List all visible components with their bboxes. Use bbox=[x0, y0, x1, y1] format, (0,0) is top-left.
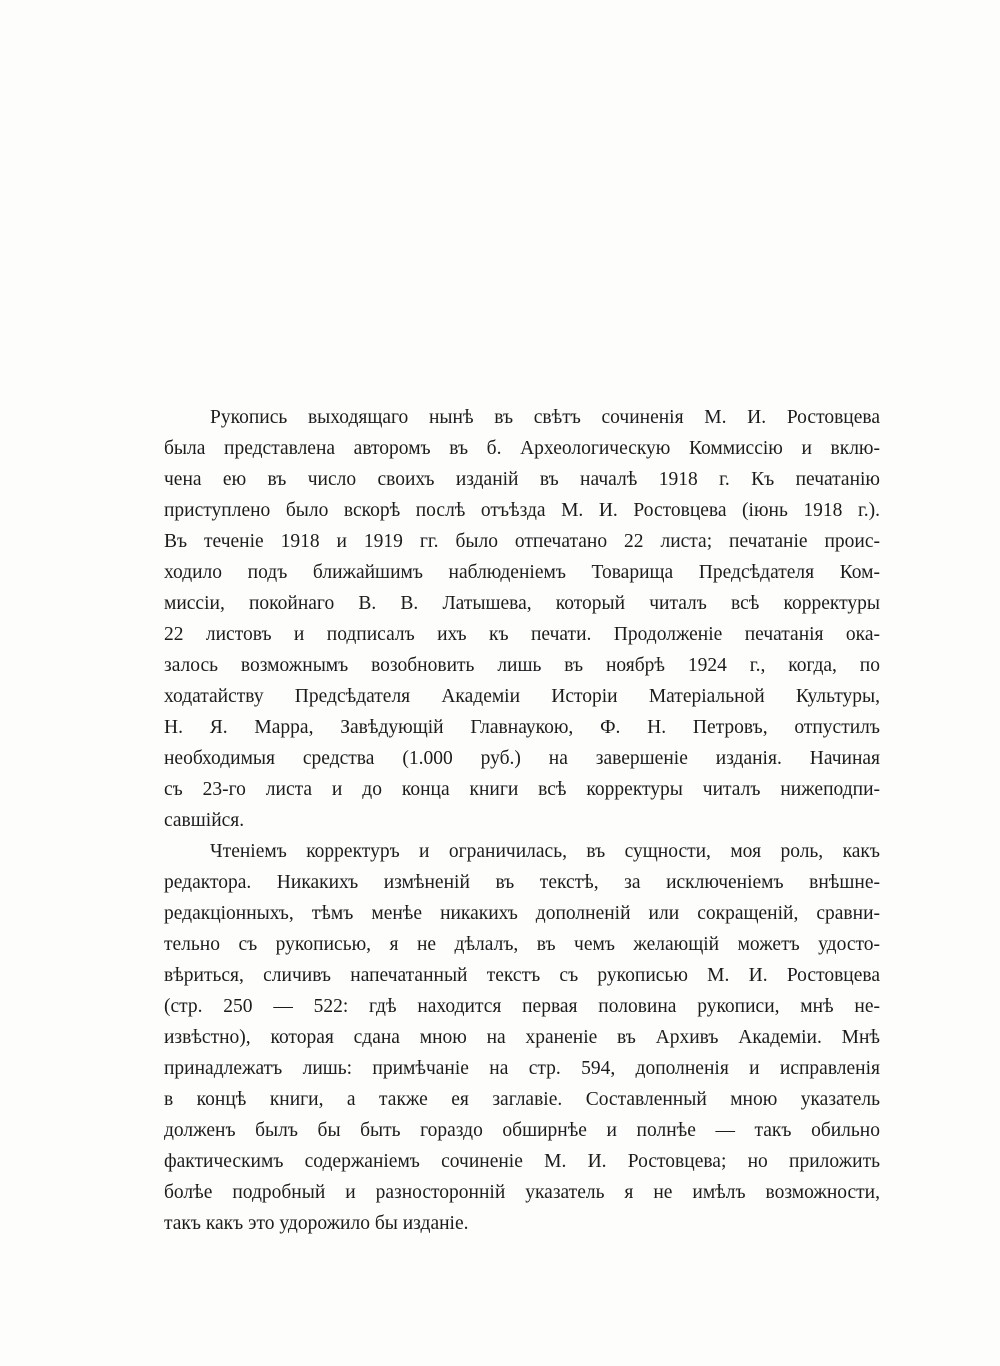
text-line: приступлено было вскорѣ послѣ отъѣзда М. И. Ростовцева (іюнь 1918 г.). bbox=[164, 500, 880, 521]
text-line: съ 23-го листа и до конца книги всѣ корректуры читалъ нижеподпи- bbox=[164, 779, 880, 800]
text-line: редактора. Никакихъ измѣненій въ текстѣ, за исключеніемъ внѣшне- bbox=[164, 872, 880, 893]
text-line: Чтеніемъ корректуръ и ограничилась, въ сущности, моя роль, какъ bbox=[210, 841, 880, 862]
text-line: принадлежатъ лишь: примѣчаніе на стр. 594, дополненія и исправленія bbox=[164, 1058, 880, 1079]
body-text bbox=[164, 402, 880, 1239]
text-line: фактическимъ содержаніемъ сочиненіе М. И. Ростовцева; но приложить bbox=[164, 1151, 880, 1172]
text-line: залось возможнымъ возобновить лишь въ ноябрѣ 1924 г., когда, по bbox=[164, 655, 880, 676]
text-line: болѣе подробный и разносторонній указатель я не имѣлъ возможности, bbox=[164, 1182, 880, 1203]
text-line: Въ теченіе 1918 и 1919 гг. было отпечатано 22 листа; печатаніе проис- bbox=[164, 531, 880, 552]
text-line: (стр. 250 — 522: гдѣ находится первая половина рукописи, мнѣ не- bbox=[164, 996, 880, 1017]
text-line: 22 листовъ и подписалъ ихъ къ печати. Продолженіе печатанія ока- bbox=[164, 624, 880, 645]
text-line: была представлена авторомъ въ б. Археологическую Коммиссію и вклю- bbox=[164, 438, 880, 459]
text-line: ходило подъ ближайшимъ наблюденіемъ Товарища Предсѣдателя Ком- bbox=[164, 562, 880, 583]
text-line: Н. Я. Марра, Завѣдующій Главнаукою, Ф. Н. Петровъ, отпустилъ bbox=[164, 717, 880, 738]
text-line: долженъ былъ бы быть гораздо обширнѣе и полнѣе — такъ обильно bbox=[164, 1120, 880, 1141]
text-line: необходимыя средства (1.000 руб.) на завершеніе изданія. Начиная bbox=[164, 748, 880, 769]
text-line: Рукопись выходящаго нынѣ въ свѣтъ сочиненія М. И. Ростовцева bbox=[210, 407, 880, 428]
text-line: такъ какъ это удорожило бы изданіе. bbox=[164, 1213, 469, 1234]
text-line: в концѣ книги, а также ея заглавіе. Составленный мною указатель bbox=[164, 1089, 880, 1110]
text-line: редакціонныхъ, тѣмъ менѣе никакихъ дополненій или сокращеній, сравни- bbox=[164, 903, 880, 924]
text-line: чена ею въ число своихъ изданій въ началѣ 1918 г. Къ печатанію bbox=[164, 469, 880, 490]
paragraph-1 bbox=[164, 402, 880, 836]
text-line: тельно съ рукописью, я не дѣлалъ, въ чемъ желающій можетъ удосто- bbox=[164, 934, 880, 955]
text-line: ходатайству Предсѣдателя Академіи Исторіи Матеріальной Культуры, bbox=[164, 686, 880, 707]
text-line: миссіи, покойнаго В. В. Латышева, который читалъ всѣ корректуры bbox=[164, 593, 880, 614]
text-line: вѣриться, сличивъ напечатанный текстъ съ рукописью М. И. Ростовцева bbox=[164, 965, 880, 986]
text-line: извѣстно), которая сдана мною на храненіе въ Архивъ Академіи. Мнѣ bbox=[164, 1027, 880, 1048]
paragraph-2 bbox=[164, 836, 880, 1239]
text-line: савшійся. bbox=[164, 810, 245, 831]
